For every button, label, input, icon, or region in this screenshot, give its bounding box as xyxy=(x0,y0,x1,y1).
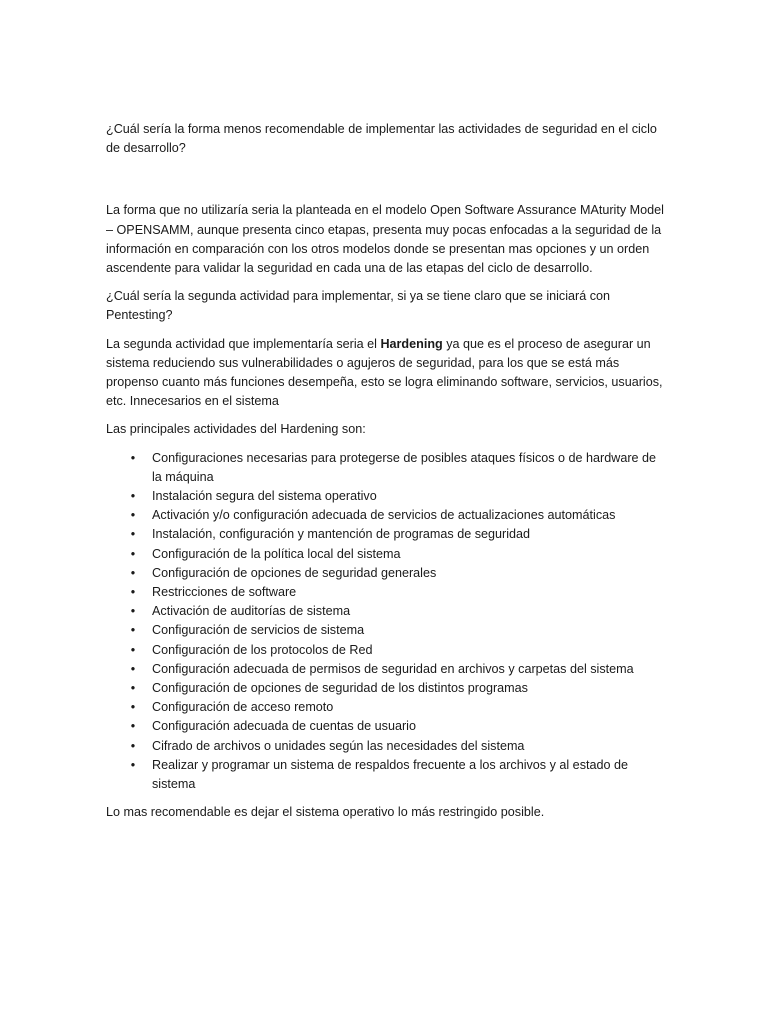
bullet-icon: • xyxy=(130,757,136,772)
question-2: ¿Cuál sería la segunda actividad para implementar, si ya se tiene claro que se iniciará con Pentesting? xyxy=(106,289,611,323)
list-item xyxy=(106,679,666,698)
bullet-icon: • xyxy=(130,546,136,561)
list-item xyxy=(106,506,666,525)
list-item xyxy=(106,660,666,679)
list-item-text: Instalación, configuración y mantención de programas de seguridad xyxy=(152,527,531,542)
bullet-icon: • xyxy=(130,508,136,523)
list-item xyxy=(106,602,666,621)
list-item-text: Configuración de opciones de seguridad de los distintos programas xyxy=(152,681,528,696)
answer-1: La forma que no utilizaría seria la planteada en el modelo Open Software Assurance MAturity Model – OPENSAMM, aunque presenta cinco etapas, presenta muy pocas enfocadas a la seguridad de la información en comparación con los otros modelos donde se presentan mas opciones y un orden ascendente para validar la seguridad en cada una de las etapas del ciclo de desarrollo. xyxy=(106,203,664,276)
bullet-icon: • xyxy=(130,681,136,696)
bullet-icon: • xyxy=(130,450,136,465)
list-item-text: Configuración de la política local del sistema xyxy=(152,546,401,561)
list-item xyxy=(106,449,666,487)
bullet-icon: • xyxy=(130,565,136,580)
hardening-term: Hardening xyxy=(380,336,443,351)
answer-2-text-end: ya que es el proceso de asegurar un sistema reduciendo sus vulnerabilidades o agujeros de seguridad, para los que se está más propenso cuanto más funciones desempeña, esto se logra eliminando software, servicios, usuarios, etc. Innecesarios en el sistema xyxy=(106,336,663,409)
bullet-icon: • xyxy=(130,661,136,676)
bullet-icon: • xyxy=(130,700,136,715)
question-1: ¿Cuál sería la forma menos recomendable de implementar las actividades de seguridad en el ciclo de desarrollo? xyxy=(106,122,657,156)
bullet-icon: • xyxy=(130,489,136,504)
list-item-text: Cifrado de archivos o unidades según las necesidades del sistema xyxy=(152,738,525,753)
list-item-text: Configuración adecuada de cuentas de usuario xyxy=(152,719,416,734)
list-item-text: Realizar y programar un sistema de respaldos frecuente a los archivos y al estado de sistema xyxy=(152,757,629,792)
bullet-icon: • xyxy=(130,585,136,600)
bullet-icon: • xyxy=(130,738,136,753)
document-body xyxy=(106,120,666,823)
conclusion: Lo mas recomendable es dejar el sistema operativo lo más restringido posible. xyxy=(106,805,545,820)
list-item-text: Restricciones de software xyxy=(152,585,297,600)
bullet-icon: • xyxy=(130,623,136,638)
list-item-text: Configuración de acceso remoto xyxy=(152,700,334,715)
list-item xyxy=(106,545,666,564)
list-item xyxy=(106,756,666,794)
list-item xyxy=(106,717,666,736)
list-item xyxy=(106,583,666,602)
bullet-icon: • xyxy=(130,527,136,542)
list-item-text: Instalación segura del sistema operativo xyxy=(152,489,377,504)
bullet-icon: • xyxy=(130,719,136,734)
list-item xyxy=(106,621,666,640)
answer-2-text-start: La segunda actividad que implementaría seria el xyxy=(106,336,381,351)
list-item xyxy=(106,564,666,583)
list-item xyxy=(106,487,666,506)
list-item-text: Configuraciones necesarias para protegerse de posibles ataques físicos o de hardware de la máquina xyxy=(152,450,657,484)
bullet-icon: • xyxy=(130,642,136,657)
list-item-text: Configuración de los protocolos de Red xyxy=(152,642,373,657)
list-item xyxy=(106,737,666,756)
list-item-text: Configuración de servicios de sistema xyxy=(152,623,365,638)
list-item-text: Activación de auditorías de sistema xyxy=(152,604,351,619)
list-item-text: Activación y/o configuración adecuada de servicios de actualizaciones automáticas xyxy=(152,508,616,523)
activities-list xyxy=(106,449,666,795)
answer-2 xyxy=(106,335,666,412)
list-item xyxy=(106,698,666,717)
list-item-text: Configuración de opciones de seguridad generales xyxy=(152,565,437,580)
list-item-text: Configuración adecuada de permisos de seguridad en archivos y carpetas del sistema xyxy=(152,661,634,676)
activities-intro: Las principales actividades del Hardening son: xyxy=(106,422,366,437)
list-item xyxy=(106,525,666,544)
list-item xyxy=(106,641,666,660)
bullet-icon: • xyxy=(130,604,136,619)
